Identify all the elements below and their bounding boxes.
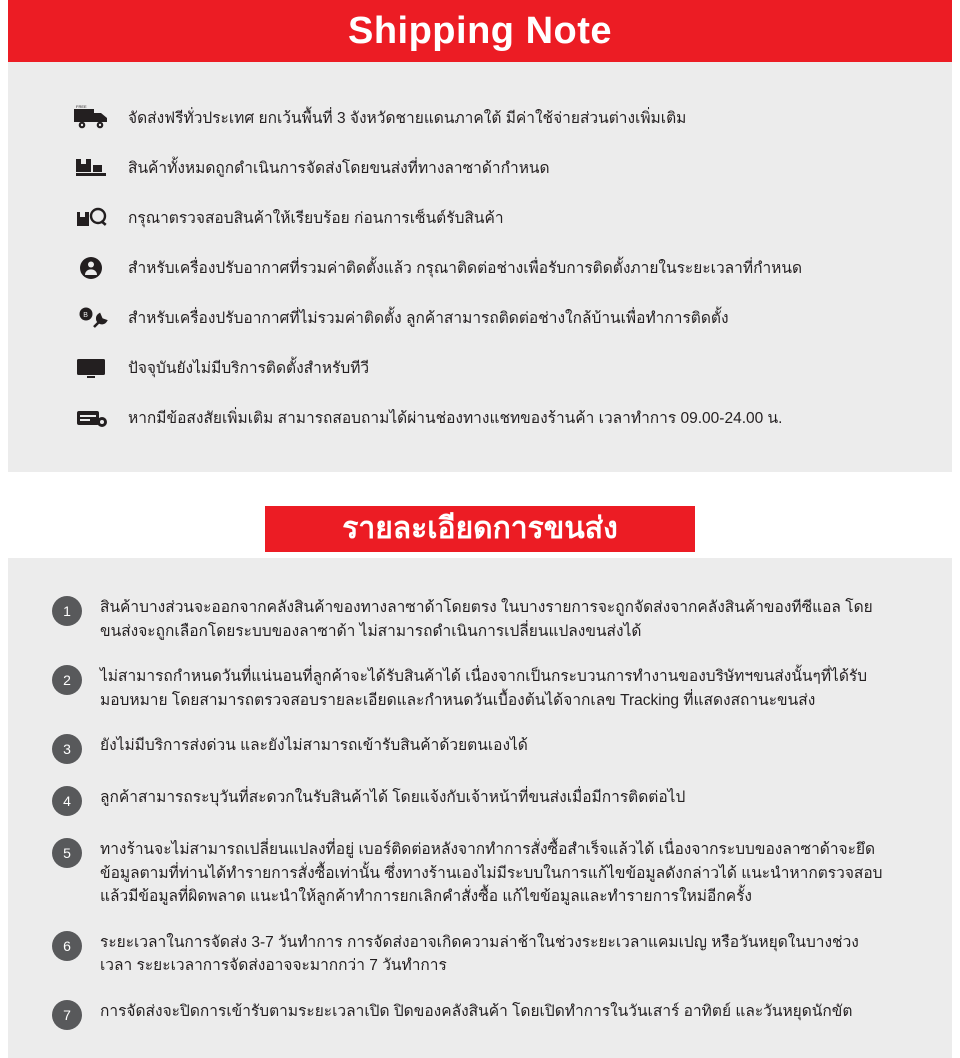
list-item-label: ปัจจุบันยังไม่มีบริการติดตั้งสำหรับทีวี: [128, 360, 370, 377]
list-item-label: ไม่สามารถกำหนดวันที่แน่นอนที่ลูกค้าจะได้รับสินค้าได้ เนื่องจากเป็นกระบวนการทำงานของบริษัทฯขนส่งนั้นๆที่ได้รับมอบหมาย โดยสามารถตรวจสอบรายละเอียดและกำหนดวันเบื้องต้นได้จากเลข Tracking ที่แสดงสถานะขนส่ง: [100, 668, 868, 709]
boxes-icon: [72, 154, 112, 182]
air-conditioner-install-icon: [72, 254, 112, 282]
list-item: [8, 204, 952, 232]
list-item-number: 1: [52, 596, 82, 626]
list-item: [52, 663, 908, 712]
tv-icon: [72, 354, 112, 382]
list-item-number: 2: [52, 665, 82, 695]
list-item-label: สินค้าทั้งหมดถูกดำเนินการจัดส่งโดยขนส่งที่ทางลาซาด้ากำหนด: [128, 160, 550, 177]
store-chat-icon: [72, 404, 112, 432]
shipping-details-section: [8, 506, 952, 1058]
inspect-package-icon: [72, 204, 112, 232]
list-item-number: 4: [52, 786, 82, 816]
list-item-number: 6: [52, 931, 82, 961]
list-item-label: ยังไม่มีบริการส่งด่วน และยังไม่สามารถเข้ารับสินค้าด้วยตนเองได้: [100, 737, 528, 755]
list-item-label: ระยะเวลาในการจัดส่ง 3-7 วันทำการ การจัดส่งอาจเกิดความล่าช้าในช่วงระยะเวลาแคมเปญ หรือวันหยุดในบางช่วงเวลา ระยะเวลาการจัดส่งอาจจะมากกว่า 7 วันทำการ: [100, 933, 859, 975]
shipping-note-banner: [8, 0, 952, 62]
free-shipping-truck-icon: [72, 104, 112, 132]
list-item-number: 5: [52, 838, 82, 868]
list-item-label: สำหรับเครื่องปรับอากาศที่รวมค่าติดตั้งแล้ว กรุณาติดต่อช่างเพื่อรับการติดตั้งภายในระยะเวลาที่กำหนด: [128, 260, 803, 277]
list-item-number: 7: [52, 1000, 82, 1030]
list-item: [8, 354, 952, 382]
list-item-label: กรุณาตรวจสอบสินค้าให้เรียบร้อย ก่อนการเซ็นต์รับสินค้า: [128, 210, 504, 227]
shipping-note-section: [8, 0, 952, 472]
shipping-note-list: [8, 62, 952, 472]
list-item-number: 3: [52, 734, 82, 764]
list-item: [8, 404, 952, 432]
list-item: [8, 154, 952, 182]
list-item: [52, 732, 908, 764]
shipping-details-banner: [265, 506, 695, 552]
svg-text:B: B: [83, 311, 88, 319]
list-item-label: การจัดส่งจะปิดการเข้ารับตามระยะเวลาเปิด ปิดของคลังสินค้า โดยเปิดทำการในวันเสาร์ อาทิตย์ และวันหยุดนักขัต: [100, 1002, 853, 1020]
svg-text:FREE: FREE: [76, 105, 87, 109]
shipping-details-list: [8, 558, 952, 1058]
wrench-service-icon: [72, 304, 112, 332]
list-item: [8, 304, 952, 332]
list-item: [52, 594, 908, 643]
list-item: [8, 254, 952, 282]
list-item-label: สินค้าบางส่วนจะออกจากคลังสินค้าของทางลาซาด้าโดยตรง ในบางรายการจะถูกจัดส่งจากคลังสินค้าของทีซีแอล โดยขนส่งจะถูกเลือกโดยระบบของลาซาด้า ไม่สามารถดำเนินการเปลี่ยนแปลงขนส่งได้: [100, 599, 873, 640]
list-item: [52, 784, 908, 816]
list-item-label: จัดส่งฟรีทั่วประเทศ ยกเว้นพื้นที่ 3 จังหวัดชายแดนภาคใต้ มีค่าใช้จ่ายส่วนต่างเพิ่มเติม: [128, 110, 687, 127]
list-item-label: ลูกค้าสามารถระบุวันที่สะดวกในรับสินค้าได้ โดยแจ้งกับเจ้าหน้าที่ขนส่งเมื่อมีการติดต่อไป: [100, 789, 686, 807]
list-item: [8, 104, 952, 132]
list-item: [52, 929, 908, 978]
list-item-label: หากมีข้อสงสัยเพิ่มเติม สามารถสอบถามได้ผ่านช่องทางแชทของร้านค้า เวลาทำการ 09.00-24.00 น.: [128, 410, 783, 427]
list-item: [52, 836, 908, 909]
list-item-label: ทางร้านจะไม่สามารถเปลี่ยนแปลงที่อยู่ เบอร์ติดต่อหลังจากทำการสั่งซื้อสำเร็จแล้วได้ เนื่องจากระบบของลาซาด้าจะยึดข้อมูลตามที่ท่านได้ทำรายการสั่งซื้อเท่านั้น ซึ่งทางร้านเองไม่มีระบบในการแก้ไขข้อมูลดังกล่าวได้ แนะนำหากตรวจสอบแล้วมีข้อมูลที่ผิดพลาด แนะนำให้ลูกค้าทำการยกเลิกคำสั่งซื้อ แก้ไขข้อมูลและทำรายการใหม่อีกครั้ง: [100, 841, 883, 906]
list-item-label: สำหรับเครื่องปรับอากาศที่ไม่รวมค่าติดตั้ง ลูกค้าสามารถติดต่อช่างใกล้บ้านเพื่อทำการติดตั้ง: [128, 310, 729, 327]
list-item: [52, 998, 908, 1030]
shipping-note-title: Shipping Note: [347, 10, 613, 52]
shipping-details-title: รายละเอียดการขนส่ง: [342, 512, 618, 545]
